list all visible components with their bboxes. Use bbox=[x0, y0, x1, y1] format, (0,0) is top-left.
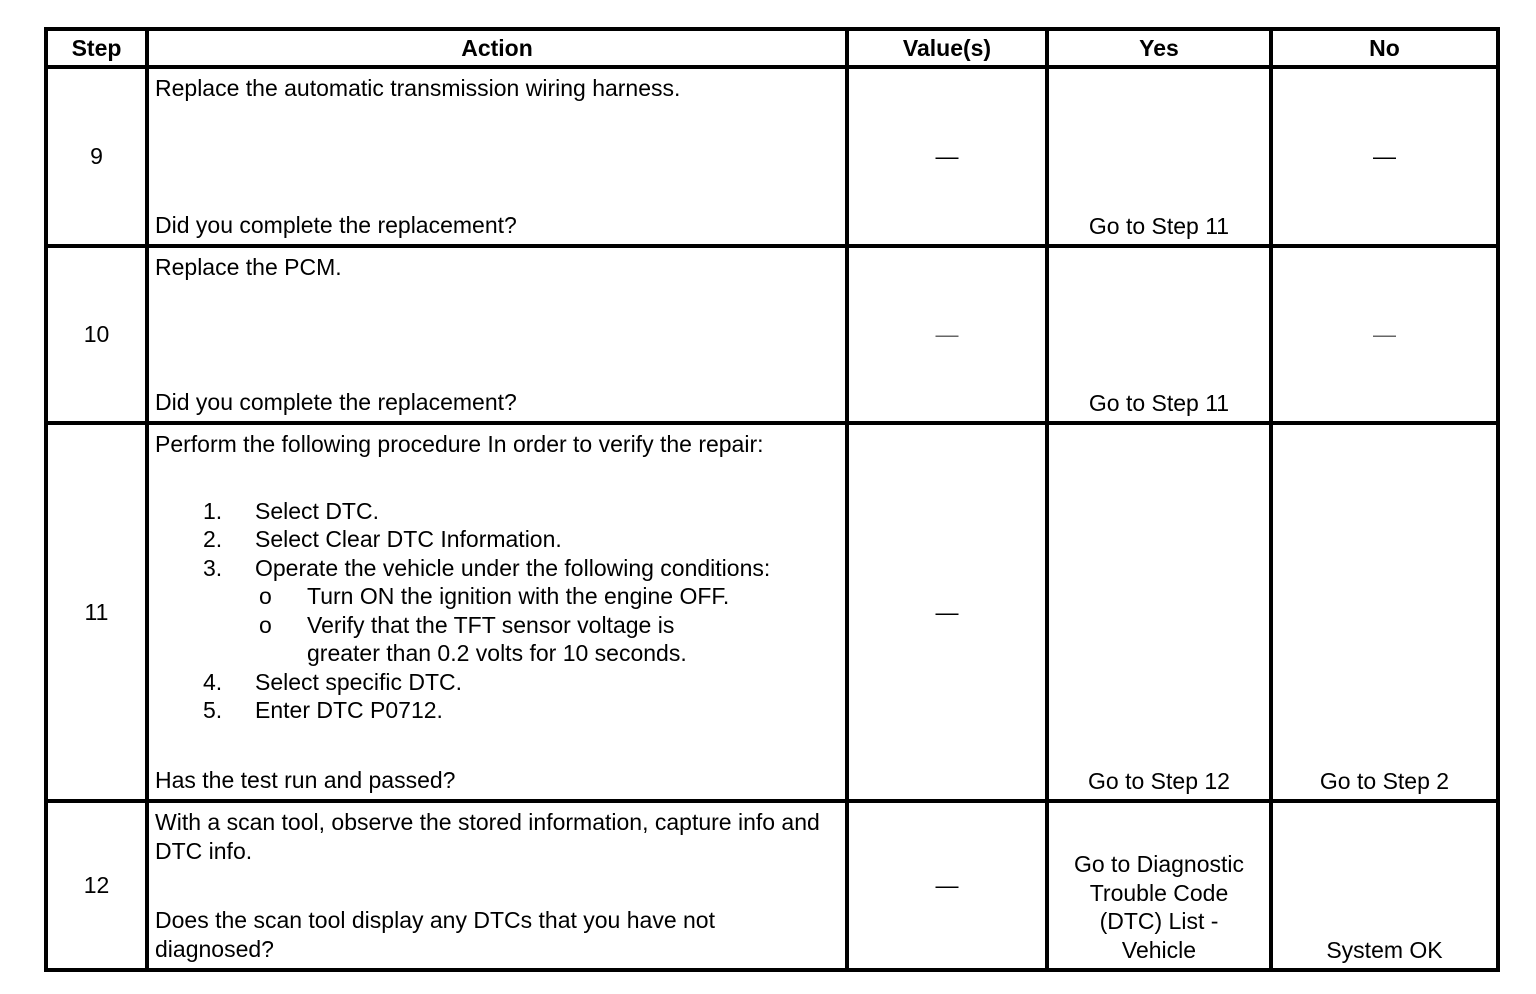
list-item: 4. Select specific DTC. bbox=[203, 668, 463, 695]
list-item: o Turn ON the ignition with the engine OFF. bbox=[259, 583, 730, 609]
table-row bbox=[46, 246, 1498, 423]
step-number: 12 bbox=[46, 801, 147, 970]
header-yes: Yes bbox=[1047, 29, 1271, 67]
diagnostic-table bbox=[44, 27, 1500, 972]
action-cell bbox=[147, 801, 847, 970]
header-values: Value(s) bbox=[847, 29, 1047, 67]
header-no: No bbox=[1271, 29, 1498, 67]
value-cell: — bbox=[847, 801, 1047, 970]
action-cell bbox=[147, 246, 847, 423]
action-instruction: Replace the PCM. bbox=[155, 254, 342, 280]
list-item: 1. Select DTC. bbox=[203, 497, 379, 524]
no-cell: — bbox=[1271, 246, 1498, 423]
action-cell bbox=[147, 423, 847, 801]
value-cell: — bbox=[847, 423, 1047, 801]
action-question: Did you complete the replacement? bbox=[155, 211, 517, 238]
yes-cell: Go to Step 11 bbox=[1047, 246, 1271, 423]
value-cell: — bbox=[847, 246, 1047, 423]
header-step: Step bbox=[46, 29, 147, 67]
conditions-list bbox=[155, 582, 839, 668]
list-item: 3. Operate the vehicle under the following conditions: bbox=[203, 554, 771, 581]
header-action: Action bbox=[147, 29, 847, 67]
step-number: 11 bbox=[46, 423, 147, 801]
value-cell: — bbox=[847, 67, 1047, 246]
table-row bbox=[46, 67, 1498, 246]
no-cell: Go to Step 2 bbox=[1271, 423, 1498, 801]
list-item: 2. Select Clear DTC Information. bbox=[203, 526, 562, 552]
no-cell: System OK bbox=[1271, 801, 1498, 970]
procedure-list-continued bbox=[155, 668, 839, 725]
action-instruction: With a scan tool, observe the stored information, capture info and DTC info. bbox=[155, 809, 820, 864]
no-cell: — bbox=[1271, 67, 1498, 246]
action-question: Did you complete the replacement? bbox=[155, 388, 517, 415]
procedure-list bbox=[155, 497, 839, 583]
yes-cell: Go to Step 11 bbox=[1047, 67, 1271, 246]
yes-cell bbox=[1047, 801, 1271, 970]
yes-cell-text: Go to Diagnostic Trouble Code (DTC) List - Vehicle bbox=[1073, 851, 1245, 963]
header-row bbox=[46, 29, 1498, 67]
yes-cell: Go to Step 12 bbox=[1047, 423, 1271, 801]
table-row bbox=[46, 801, 1498, 970]
action-cell bbox=[147, 67, 847, 246]
action-instruction: Replace the automatic transmission wiring harness. bbox=[155, 75, 681, 101]
table-row bbox=[46, 423, 1498, 801]
action-question: Has the test run and passed? bbox=[155, 766, 456, 793]
list-item: 5. Enter DTC P0712. bbox=[203, 697, 443, 723]
action-question: Does the scan tool display any DTCs that you have not diagnosed? bbox=[155, 907, 715, 962]
action-instruction: Perform the following procedure In order to verify the repair: bbox=[155, 431, 764, 457]
step-number: 10 bbox=[46, 246, 147, 423]
list-item: o Verify that the TFT sensor voltage is greater than 0.2 volts for 10 seconds. bbox=[259, 611, 687, 666]
step-number: 9 bbox=[46, 67, 147, 246]
